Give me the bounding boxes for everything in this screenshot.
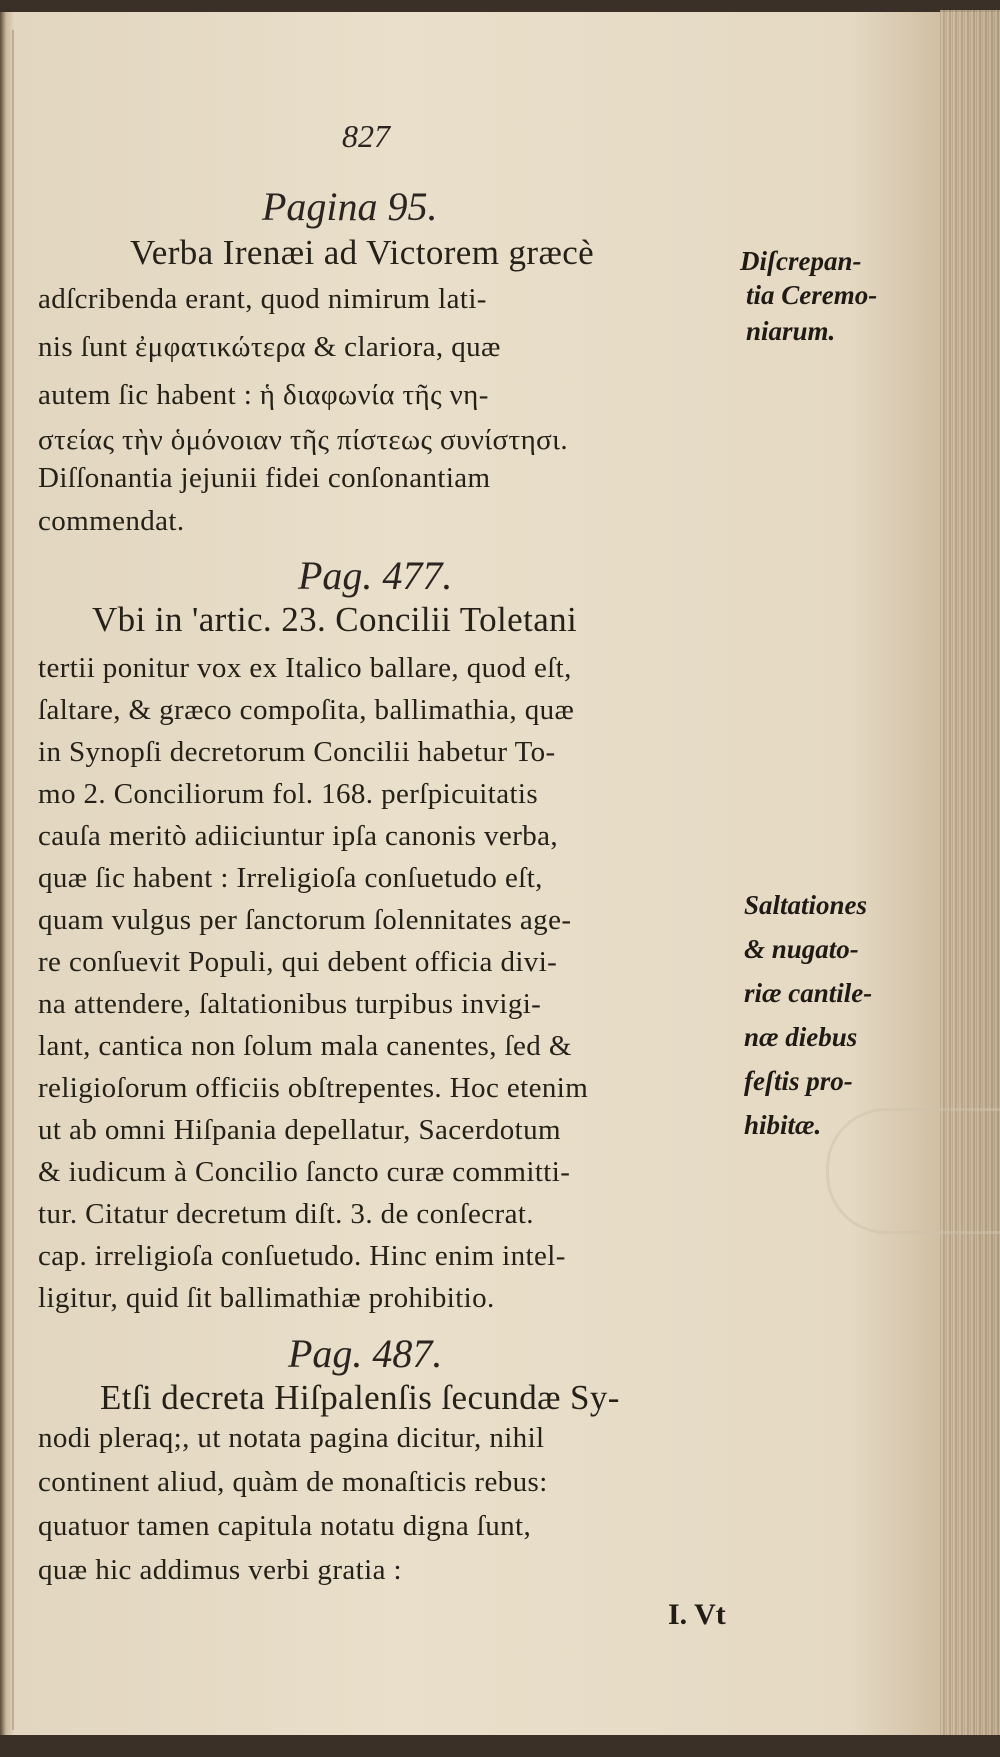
- margin-note-line: Saltationes: [744, 890, 868, 920]
- text-line: ſaltare, & græco compoſita, ballimathia, quæ: [38, 694, 575, 726]
- text-line: tertii ponitur vox ex Italico ballare, quod eſt,: [38, 652, 572, 684]
- margin-note-line: feſtis pro-: [744, 1066, 853, 1096]
- text-line: ut ab omni Hiſpania depellatur, Sacerdotum: [38, 1114, 561, 1146]
- text-line: quæ hic addimus verbi gratia :: [38, 1554, 402, 1586]
- text-line: Verba Irenæi ad Victorem græcè: [130, 233, 595, 272]
- text-line: nis ſunt ἐμφατικώτερα & clariora, quæ: [38, 331, 501, 363]
- text-line: tur. Citatur decretum diſt. 3. de conſecrat.: [38, 1198, 534, 1230]
- text-line: mo 2. Conciliorum fol. 168. perſpicuitatis: [38, 778, 539, 810]
- margin-note-line: tia Ceremo-: [746, 280, 878, 310]
- text-line: quæ ſic habent : Irreligioſa conſuetudo eſt,: [38, 862, 543, 894]
- margin-note-line: riæ cantile-: [744, 978, 873, 1008]
- text-line: & iudicum à Concilio ſancto curæ committi-: [38, 1156, 571, 1188]
- section-heading: Pag. 477.: [298, 553, 453, 598]
- margin-note-line: & nugato-: [744, 934, 859, 964]
- text-line: in Synopſi decretorum Concilii habetur To-: [38, 736, 556, 768]
- text-line: autem ſic habent : ἡ διαφωνία τῆς νη-: [38, 379, 489, 411]
- section-heading: Pagina 95.: [262, 184, 438, 229]
- margin-note-line: Diſcrepan-: [740, 246, 862, 276]
- text-line: continent aliud, quàm de monaſticis rebus:: [38, 1466, 548, 1498]
- text-line: nodi pleraq;, ut notata pagina dicitur, nihil: [38, 1422, 545, 1454]
- text-line: quam vulgus per ſanctorum ſolennitates age-: [38, 904, 572, 936]
- text-line: cap. irreligioſa conſuetudo. Hinc enim intel-: [38, 1240, 566, 1272]
- gutter-shadow: [12, 30, 14, 1730]
- margin-note-line: næ diebus: [744, 1022, 858, 1052]
- text-line: cauſa meritò adiiciuntur ipſa canonis verba,: [38, 820, 559, 852]
- page-edges: [940, 10, 1000, 1740]
- text-line: na attendere, ſaltationibus turpibus invigi-: [38, 988, 542, 1020]
- text-line: commendat.: [38, 505, 185, 537]
- text-line: ligitur, quid ſit ballimathiæ prohibitio.: [38, 1282, 495, 1314]
- section-heading: Pag. 487.: [288, 1331, 443, 1376]
- text-line: religioſorum officiis obſtrepentes. Hoc etenim: [38, 1072, 589, 1104]
- text-line: re conſuevit Populi, qui debent officia divi-: [38, 946, 558, 978]
- catchword: I. Vt: [668, 1598, 726, 1631]
- text-line: Vbi in 'artic. 23. Concilii Toletani: [92, 600, 578, 639]
- page-number: 827: [342, 118, 390, 154]
- text-line: adſcribenda erant, quod nimirum lati-: [38, 283, 487, 315]
- margin-note-line: niarum.: [746, 316, 836, 346]
- margin-note-line: hibitæ.: [744, 1110, 822, 1140]
- bottom-edge: [0, 1735, 1000, 1757]
- top-edge: [0, 0, 1000, 12]
- text-line: Etſi decreta Hiſpalenſis ſecundæ Sy-: [100, 1378, 620, 1417]
- text-line: lant, cantica non ſolum mala canentes, ſed &: [38, 1030, 572, 1062]
- text-line: στείας τὴν ὁμόνοιαν τῆς πίστεως συνίστησι.: [38, 424, 569, 456]
- text-line: Diſſonantia jejunii fidei conſonantiam: [38, 462, 491, 494]
- thumb-shadow: [826, 1108, 1000, 1234]
- text-line: quatuor tamen capitula notatu digna ſunt,: [38, 1510, 532, 1542]
